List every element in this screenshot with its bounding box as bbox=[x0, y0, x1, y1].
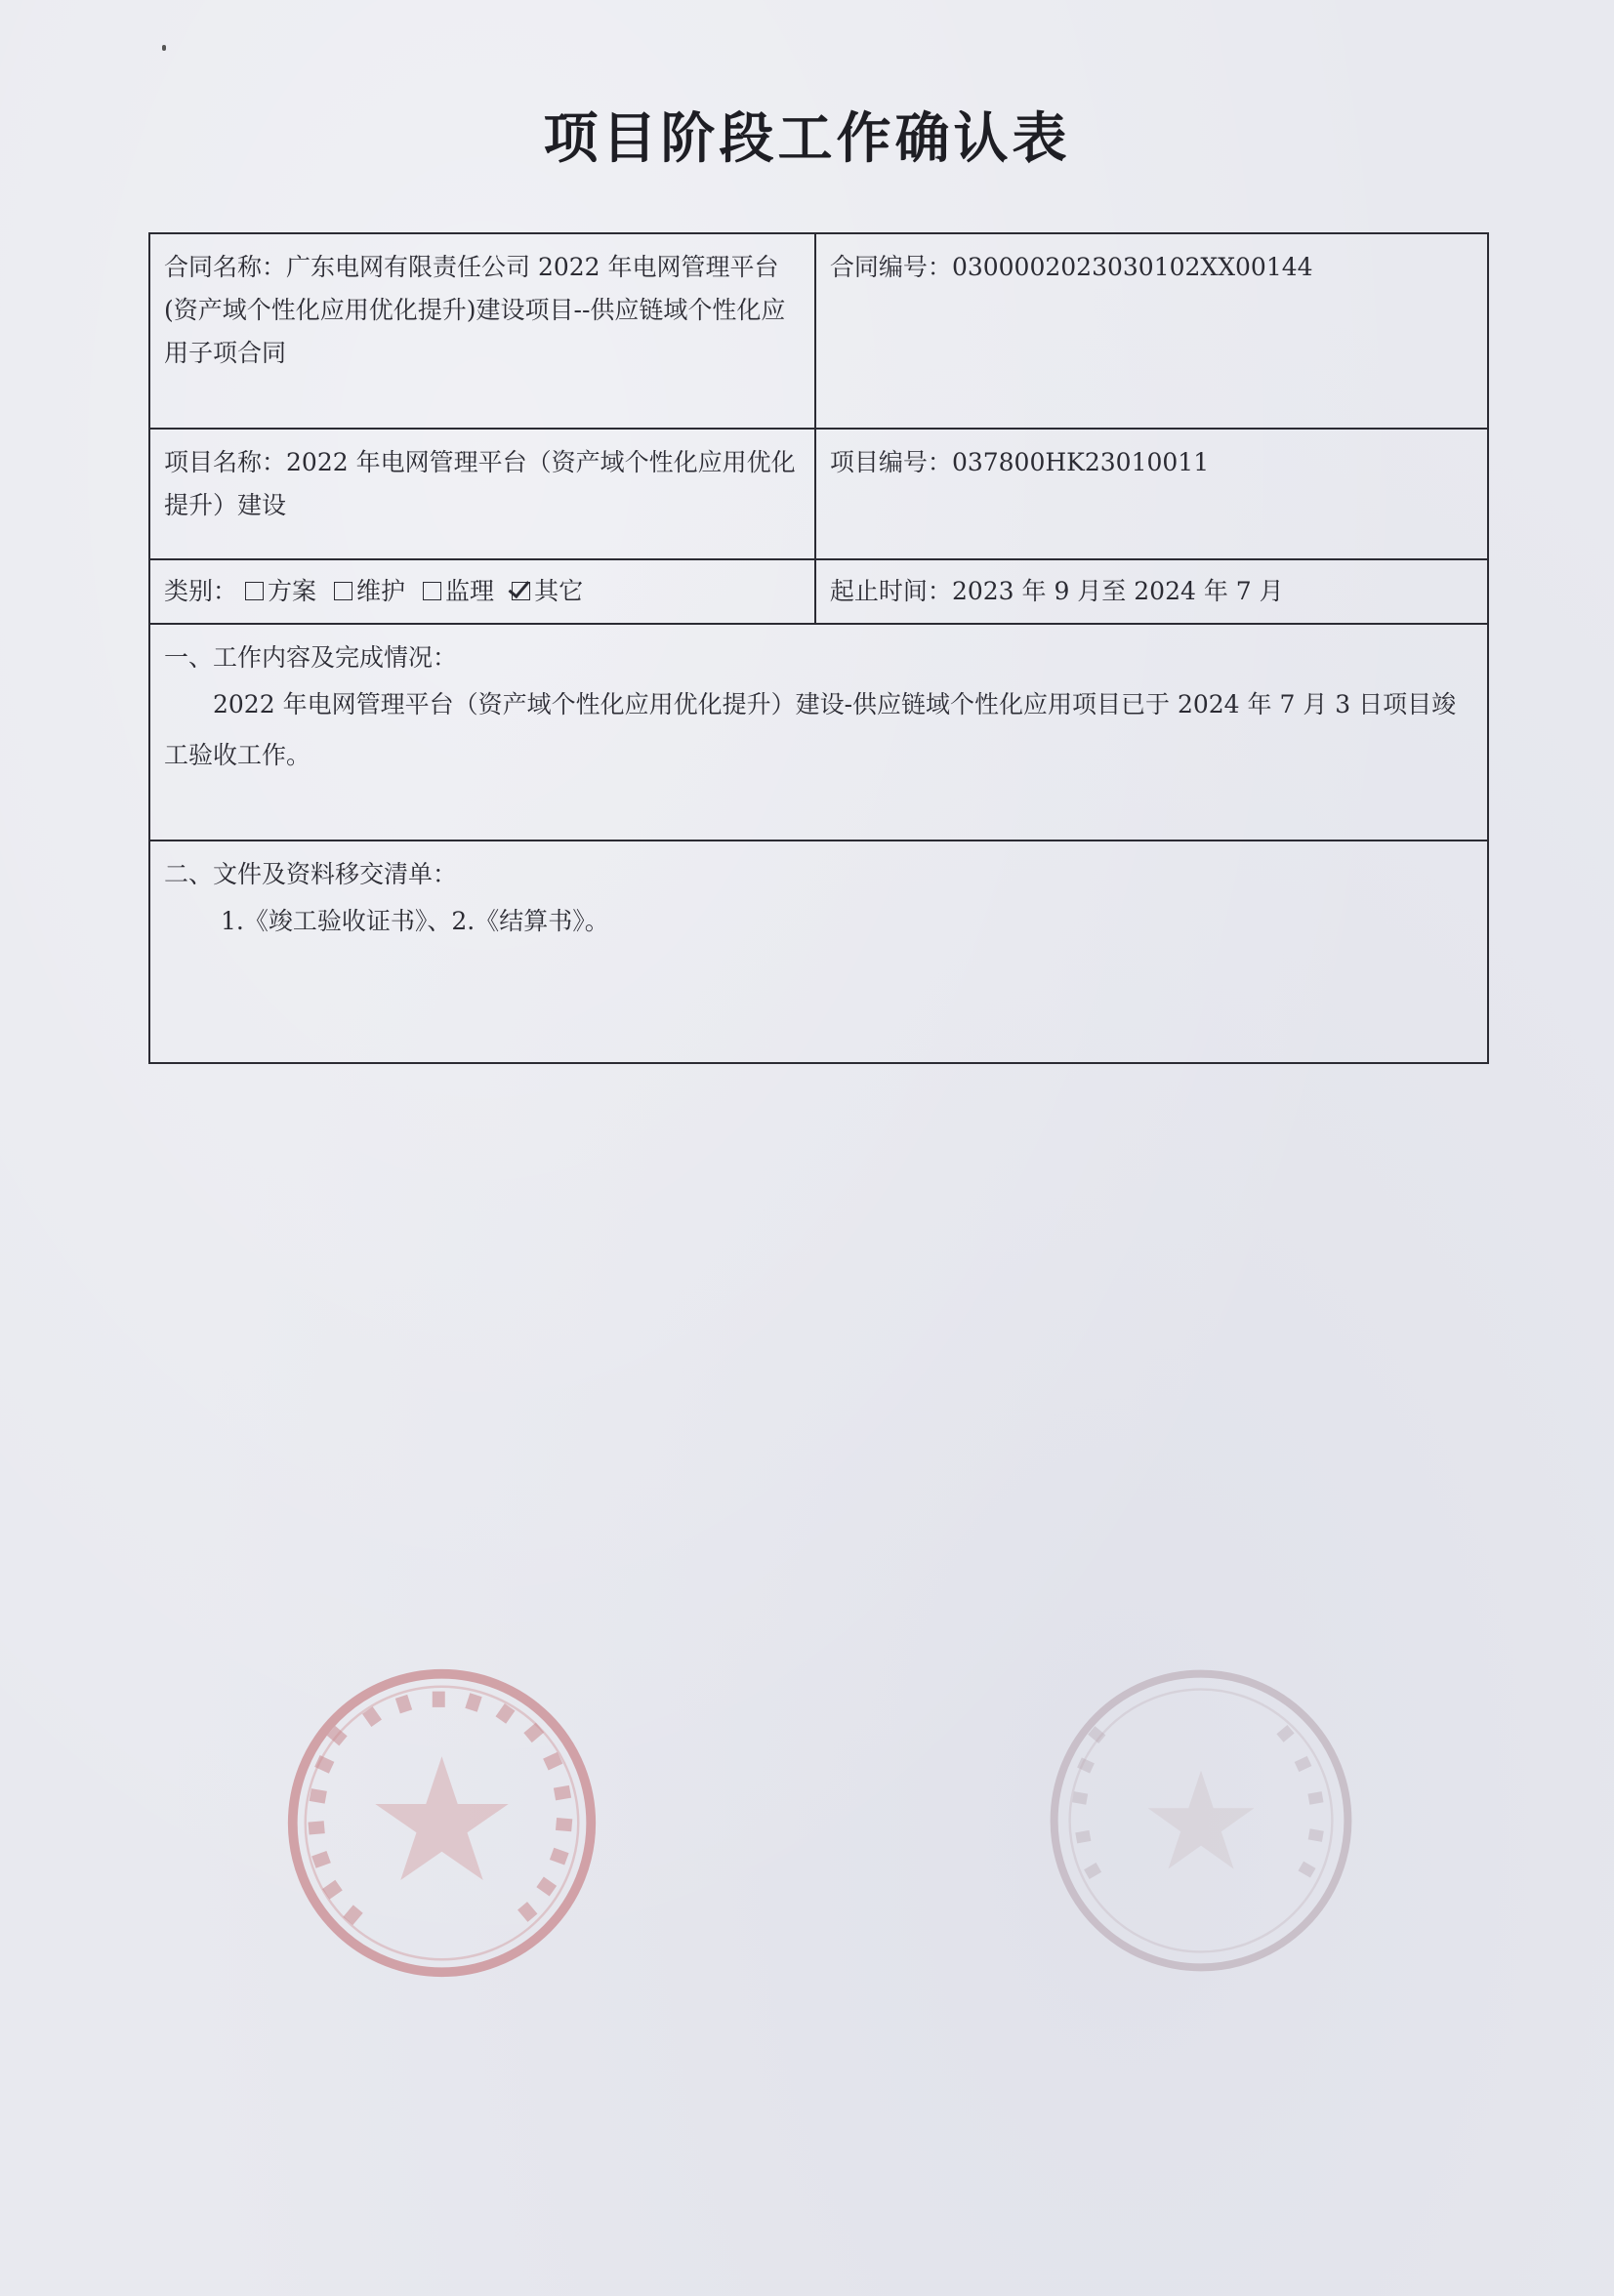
contract-name-label: 合同名称： bbox=[164, 253, 287, 281]
official-seal-right-image bbox=[1045, 1664, 1357, 1977]
project-name-cell bbox=[149, 429, 815, 559]
project-row bbox=[149, 429, 1488, 559]
project-name-value: 2022 年电网管理平台（资产域个性化应用优化提升）建设 bbox=[164, 448, 796, 519]
work-section-cell bbox=[149, 624, 1488, 840]
contract-number-value: 0300002023030102XX00144 bbox=[951, 253, 1313, 281]
category-option-1-label: 维护 bbox=[356, 577, 406, 605]
project-number-cell bbox=[815, 429, 1488, 559]
category-cell bbox=[149, 559, 815, 624]
work-section-row bbox=[149, 624, 1488, 840]
category-option-0-checkbox[interactable] bbox=[245, 582, 264, 600]
files-section-items: 1.《竣工验收证书》、2.《结算书》。 bbox=[221, 907, 609, 935]
contract-name-value: 广东电网有限责任公司 2022 年电网管理平台(资产域个性化应用优化提升)建设项目--供应链域个性化应用子项合同 bbox=[164, 253, 786, 367]
period-cell bbox=[815, 559, 1488, 624]
category-option-3-checkbox[interactable] bbox=[512, 582, 530, 600]
category-option-0-label: 方案 bbox=[268, 577, 317, 605]
files-section-heading: 二、文件及资料移交清单： bbox=[164, 860, 458, 888]
contract-number-label: 合同编号： bbox=[829, 253, 952, 281]
work-section-body: 2022 年电网管理平台（资产域个性化应用优化提升）建设-供应链域个性化应用项目已于 2024 年 7 月 3 日项目竣工验收工作。 bbox=[164, 690, 1457, 769]
category-option-3-label: 其它 bbox=[534, 577, 584, 605]
contract-number-cell bbox=[815, 233, 1488, 429]
files-section-cell bbox=[149, 840, 1488, 1063]
project-name-label: 项目名称： bbox=[164, 448, 287, 476]
work-section-heading: 一、工作内容及完成情况： bbox=[164, 643, 458, 672]
period-label: 起止时间： bbox=[829, 577, 952, 605]
category-period-row bbox=[149, 559, 1488, 624]
period-value: 2023 年 9 月至 2024 年 7 月 bbox=[951, 577, 1284, 605]
confirmation-form-table bbox=[148, 232, 1489, 1064]
project-number-label: 项目编号： bbox=[829, 448, 952, 476]
contract-row bbox=[149, 233, 1488, 429]
project-number-value: 037800HK23010011 bbox=[951, 448, 1210, 476]
document-title: 项目阶段工作确认表 bbox=[543, 107, 1071, 171]
scan-speck bbox=[162, 45, 166, 51]
category-label: 类别： bbox=[164, 577, 238, 605]
files-section-row bbox=[149, 840, 1488, 1063]
category-option-2-label: 监理 bbox=[445, 577, 495, 605]
category-option-2-checkbox[interactable] bbox=[423, 582, 441, 600]
official-seal-left-image bbox=[283, 1664, 600, 1982]
seal-left-svg bbox=[283, 1664, 600, 1982]
contract-name-cell bbox=[149, 233, 815, 429]
seal-right-svg bbox=[1045, 1664, 1357, 1977]
category-option-1-checkbox[interactable] bbox=[334, 582, 352, 600]
